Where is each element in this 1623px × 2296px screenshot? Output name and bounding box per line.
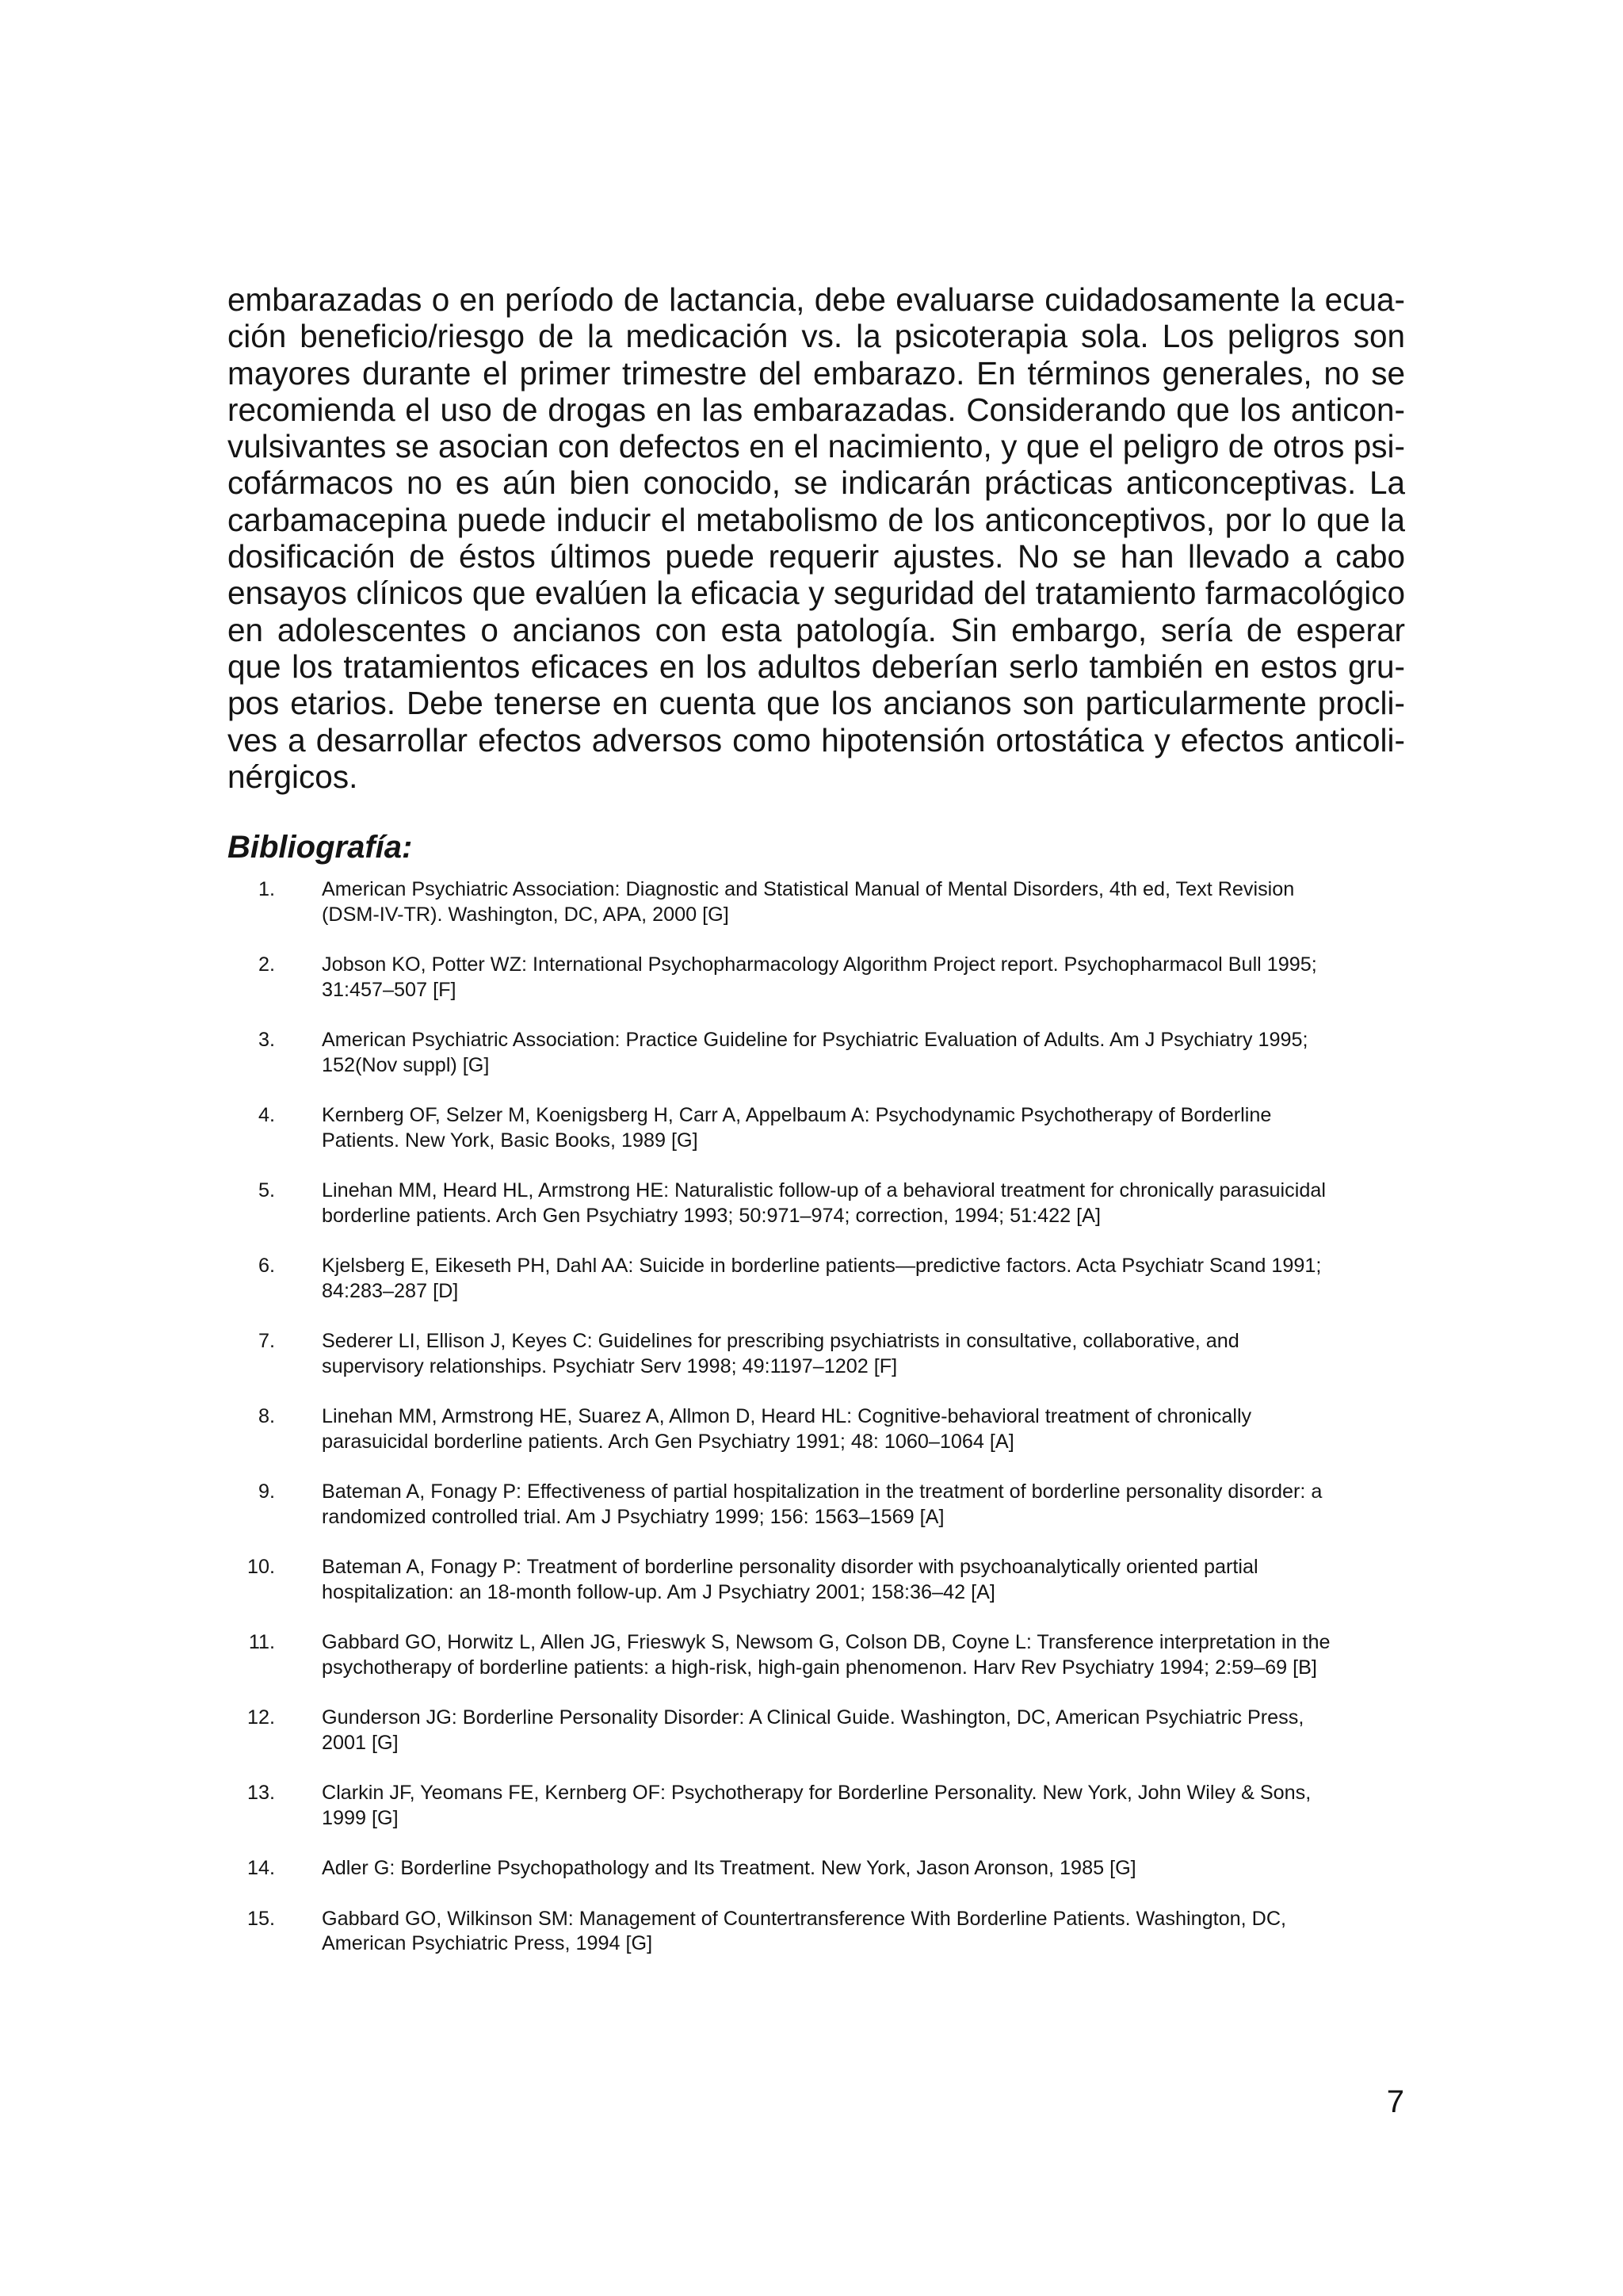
bibliography-heading: Bibliografía: <box>227 830 413 865</box>
reference-line: parasuicidal borderline patients. Arch Gen Psychiatry 1991; 48: 1060–1064 [A] <box>322 1430 1014 1453</box>
reference-line: Gabbard GO, Wilkinson SM: Management of Countertransference With Borderline Patients. Washington, DC, <box>322 1907 1287 1930</box>
reference-text <box>322 1480 1405 1530</box>
body-line: cofármacos no es aún bien conocido, se indicarán prácticas anticonceptivas. La <box>227 464 1405 502</box>
reference-text <box>322 1706 1405 1755</box>
reference-number: 5. <box>258 1179 275 1202</box>
reference-line: American Psychiatric Association: Practice Guideline for Psychiatric Evaluation of Adults. Am J Psychiatry 1995; <box>322 1029 1308 1052</box>
reference-line: (DSM-IV-TR). Washington, DC, APA, 2000 [G] <box>322 903 729 926</box>
reference-text <box>322 1329 1405 1379</box>
reference-number: 7. <box>258 1330 275 1353</box>
reference-list <box>227 877 1405 1956</box>
reference-line: Linehan MM, Heard HL, Armstrong HE: Naturalistic follow-up of a behavioral treatment for chronically parasuicidal <box>322 1179 1326 1202</box>
reference-number: 1. <box>258 878 275 901</box>
reference-line: 2001 [G] <box>322 1731 399 1754</box>
reference-text <box>322 1630 1405 1680</box>
body-line: dosificación de éstos últimos puede requerir ajustes. No se han llevado a cabo <box>227 538 1405 575</box>
reference-item <box>227 1555 1405 1605</box>
reference-item <box>227 877 1405 927</box>
reference-line: Adler G: Borderline Psychopathology and Its Treatment. New York, Jason Aronson, 1985 [G] <box>322 1857 1136 1880</box>
reference-item <box>227 1329 1405 1379</box>
reference-text <box>322 1254 1405 1304</box>
reference-number: 9. <box>258 1480 275 1503</box>
reference-line: Bateman A, Fonagy P: Treatment of borderline personality disorder with psychoanalytically oriented partial <box>322 1556 1258 1579</box>
reference-line: Bateman A, Fonagy P: Effectiveness of partial hospitalization in the treatment of borderline personality disorder: a <box>322 1480 1323 1503</box>
body-line: que los tratamientos eficaces en los adultos deberían serlo también en estos gru- <box>227 648 1405 685</box>
reference-line: borderline patients. Arch Gen Psychiatry 1993; 50:971–974; correction, 1994; 51:422 [A] <box>322 1204 1101 1227</box>
reference-number: 13. <box>246 1782 275 1805</box>
reference-line: 152(Nov suppl) [G] <box>322 1053 490 1076</box>
reference-item <box>227 1179 1405 1228</box>
reference-item <box>227 1254 1405 1304</box>
reference-item <box>227 1856 1405 1881</box>
body-line: mayores durante el primer trimestre del embarazo. En términos generales, no se <box>227 354 1405 392</box>
reference-text <box>322 1028 1405 1078</box>
reference-text <box>322 1555 1405 1605</box>
reference-item <box>227 1706 1405 1755</box>
reference-text <box>322 953 1405 1003</box>
reference-text <box>322 1907 1405 1957</box>
reference-line: hospitalization: an 18-month follow-up. Am J Psychiatry 2001; 158:36–42 [A] <box>322 1580 995 1603</box>
reference-line: Linehan MM, Armstrong HE, Suarez A, Allmon D, Heard HL: Cognitive-behavioral treatment of chronically <box>322 1405 1252 1428</box>
reference-line: Kjelsberg E, Eikeseth PH, Dahl AA: Suicide in borderline patients—predictive factors. Acta Psychiatr Scand 1991; <box>322 1255 1322 1278</box>
reference-number: 10. <box>246 1556 275 1579</box>
reference-text <box>322 1404 1405 1454</box>
reference-line: Patients. New York, Basic Books, 1989 [G] <box>322 1129 698 1152</box>
reference-item <box>227 1404 1405 1454</box>
reference-number: 15. <box>246 1907 275 1930</box>
reference-line: Clarkin JF, Yeomans FE, Kernberg OF: Psychotherapy for Borderline Personality. New York, John Wiley & Sons, <box>322 1782 1312 1805</box>
body-line: vulsivantes se asocian con defectos en el nacimiento, y que el peligro de otros psi- <box>227 428 1405 465</box>
reference-text <box>322 1856 1405 1881</box>
reference-line: psychotherapy of borderline patients: a high-risk, high-gain phenomenon. Harv Rev Psychiatry 1994; 2:59–69 [B] <box>322 1656 1317 1679</box>
reference-number: 12. <box>246 1706 275 1729</box>
reference-item <box>227 1907 1405 1957</box>
reference-text <box>322 1781 1405 1831</box>
body-line: ves a desarrollar efectos adversos como hipotensión ortostática y efectos anticoli- <box>227 721 1405 758</box>
reference-item <box>227 1028 1405 1078</box>
reference-line: 31:457–507 [F] <box>322 978 456 1001</box>
body-paragraph <box>227 281 1405 795</box>
reference-text <box>322 877 1405 927</box>
body-line: ensayos clínicos que evalúen la eficacia y seguridad del tratamiento farmacológico <box>227 575 1405 612</box>
reference-number: 11. <box>248 1631 275 1654</box>
page-number: 7 <box>1386 2084 1404 2119</box>
body-line: ción beneficio/riesgo de la medicación vs. la psicoterapia sola. Los peligros son <box>227 318 1405 355</box>
reference-text <box>322 1103 1405 1153</box>
reference-item <box>227 1630 1405 1680</box>
reference-line: 84:283–287 [D] <box>322 1279 459 1302</box>
reference-text <box>322 1179 1405 1228</box>
reference-line: Jobson KO, Potter WZ: International Psychopharmacology Algorithm Project report. Psychopharmacol Bull 1995; <box>322 953 1317 976</box>
reference-item <box>227 1103 1405 1153</box>
reference-number: 3. <box>258 1029 275 1052</box>
reference-number: 4. <box>258 1104 275 1127</box>
reference-line: 1999 [G] <box>322 1806 399 1829</box>
body-line: en adolescentes o ancianos con esta patología. Sin embargo, sería de esperar <box>227 611 1405 648</box>
reference-line: Gabbard GO, Horwitz L, Allen JG, Frieswyk S, Newsom G, Colson DB, Coyne L: Transference interpretation in the <box>322 1631 1331 1654</box>
reference-number: 6. <box>258 1255 275 1278</box>
reference-number: 8. <box>258 1405 275 1428</box>
reference-line: American Psychiatric Association: Diagnostic and Statistical Manual of Mental Disorders, 4th ed, Text Revision <box>322 878 1295 901</box>
reference-line: Kernberg OF, Selzer M, Koenigsberg H, Carr A, Appelbaum A: Psychodynamic Psychotherapy of Borderline <box>322 1104 1272 1127</box>
body-line: carbamacepina puede inducir el metabolismo de los anticonceptivos, por lo que la <box>227 501 1405 538</box>
reference-line: Sederer LI, Ellison J, Keyes C: Guidelines for prescribing psychiatrists in consultative, collaborative, and <box>322 1330 1239 1353</box>
body-line: nérgicos. <box>227 758 358 795</box>
body-line: recomienda el uso de drogas en las embarazadas. Considerando que los anticon- <box>227 391 1405 428</box>
reference-number: 2. <box>258 953 275 976</box>
reference-line: supervisory relationships. Psychiatr Serv 1998; 49:1197–1202 [F] <box>322 1354 898 1377</box>
reference-item <box>227 1480 1405 1530</box>
reference-line: American Psychiatric Press, 1994 [G] <box>322 1932 653 1955</box>
reference-line: Gunderson JG: Borderline Personality Disorder: A Clinical Guide. Washington, DC, American Psychiatric Press, <box>322 1706 1304 1729</box>
body-line: embarazadas o en período de lactancia, debe evaluarse cuidadosamente la ecua- <box>227 281 1405 318</box>
page-content <box>227 281 1405 1982</box>
reference-item <box>227 953 1405 1003</box>
reference-line: randomized controlled trial. Am J Psychiatry 1999; 156: 1563–1569 [A] <box>322 1505 945 1528</box>
body-line: pos etarios. Debe tenerse en cuenta que los ancianos son particularmente procli- <box>227 685 1405 722</box>
reference-number: 14. <box>246 1857 275 1880</box>
reference-item <box>227 1781 1405 1831</box>
